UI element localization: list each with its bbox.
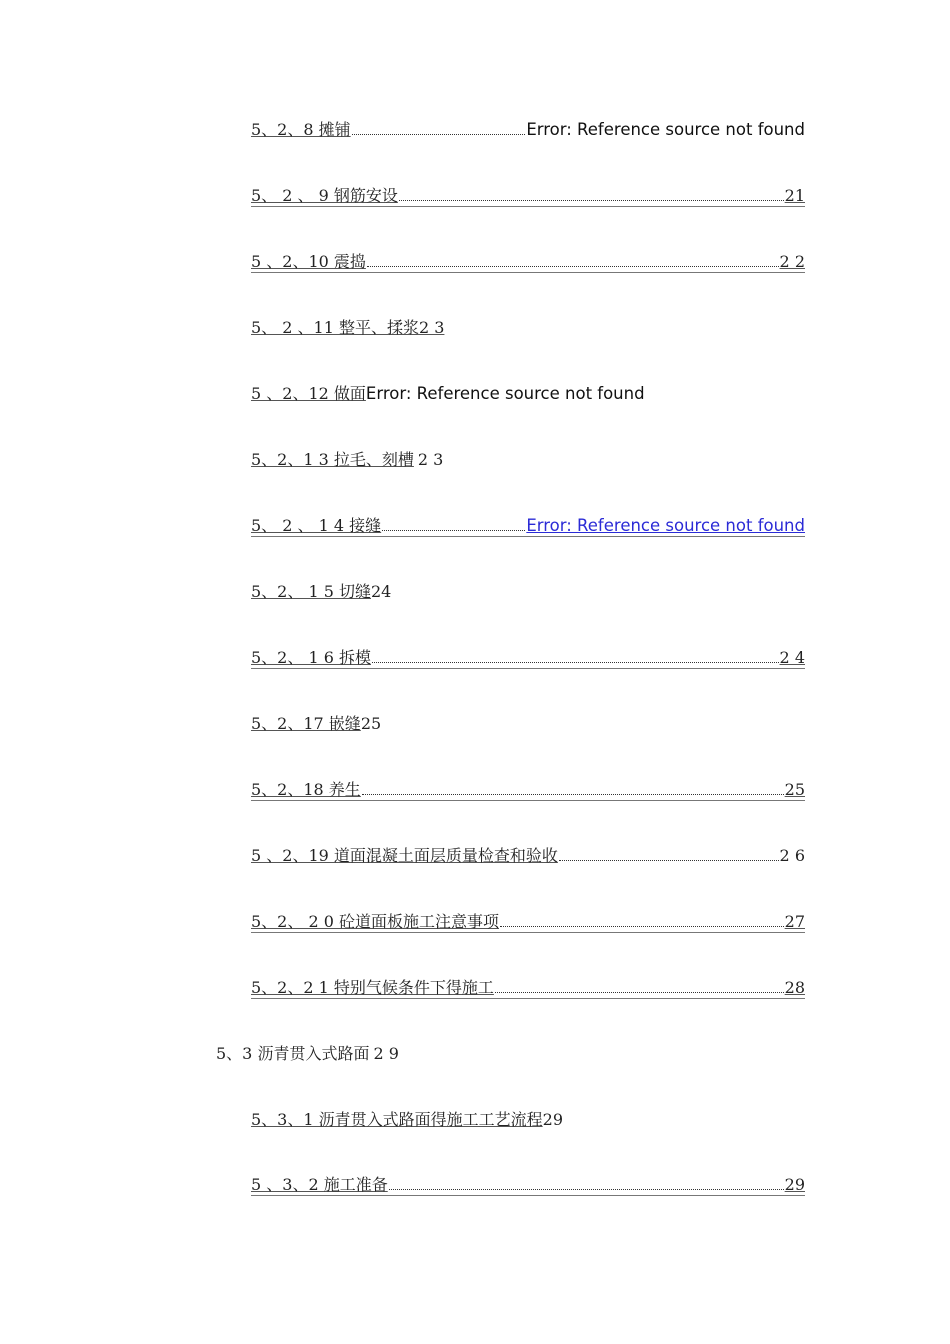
toc-page-number: 27: [784, 912, 805, 931]
toc-entry-title[interactable]: 5、2、 1 6 拆模: [251, 648, 371, 667]
toc-entry-5-2-13[interactable]: [251, 446, 443, 470]
toc-entry-5-2-15[interactable]: [251, 578, 391, 602]
reference-error: Error: Reference source not found: [365, 384, 645, 403]
toc-entry-title[interactable]: 5、2、18 养生: [251, 780, 361, 799]
toc-entry-title[interactable]: 5、2、 1 5 切缝: [251, 582, 371, 601]
toc-page-number: 2 4: [779, 648, 805, 667]
toc-entry-title[interactable]: 5、2、 2 0 砼道面板施工注意事项: [251, 912, 499, 931]
toc-entry-5-2-12[interactable]: [251, 380, 645, 404]
toc-entry-5-3[interactable]: [216, 1040, 399, 1064]
toc-page-number: 2 2: [779, 252, 805, 271]
dot-leader: [367, 265, 779, 267]
toc-entry-5-3-1[interactable]: [251, 1106, 563, 1130]
toc-page-number: 2 9: [373, 1044, 399, 1063]
dot-leader: [372, 661, 779, 663]
reference-error: Error: Reference source not found: [526, 120, 805, 139]
toc-entry-title[interactable]: 5 、2、10 震捣: [251, 252, 366, 271]
toc-entry-title[interactable]: 5、3 沥青贯入式路面: [216, 1044, 370, 1063]
toc-page-number: 2 6: [779, 846, 805, 865]
toc-entry-5-2-11[interactable]: [251, 314, 444, 338]
toc-page-number: 24: [370, 582, 392, 601]
toc-page-number: 25: [784, 780, 805, 799]
dot-leader: [352, 133, 526, 135]
toc-entry-5-2-14[interactable]: [251, 512, 805, 537]
toc-entry-5-3-2[interactable]: [251, 1171, 805, 1196]
toc-entry-title[interactable]: 5、2、1 3 拉毛、刻槽: [251, 450, 414, 469]
toc-entry-title[interactable]: 5、3、1 沥青贯入式路面得施工工艺流程: [251, 1110, 543, 1129]
toc-entry-5-2-18[interactable]: [251, 776, 805, 801]
toc-entry-title[interactable]: 5、 2 、 1 4 接缝: [251, 516, 382, 535]
toc-entry-5-2-20[interactable]: [251, 908, 805, 933]
toc-page-number: 2 3: [418, 318, 445, 337]
toc-entry-title[interactable]: 5、 2 、11 整平、揉浆: [251, 318, 419, 337]
toc-entry-5-2-8[interactable]: [251, 116, 805, 140]
toc-page-number: 28: [784, 978, 805, 997]
toc-page-number: 29: [542, 1110, 563, 1129]
toc-entry-5-2-17[interactable]: [251, 710, 381, 734]
toc-entry-5-2-9[interactable]: [251, 182, 805, 207]
dot-leader: [399, 199, 784, 201]
toc-entry-title[interactable]: 5 、2、19 道面混凝土面层质量检查和验收: [251, 846, 558, 865]
toc-entry-title[interactable]: 5、2、2 1 特别气候条件下得施工: [251, 978, 494, 997]
toc-entry-title[interactable]: 5 、2、12 做面: [251, 384, 366, 403]
toc-page-number: 21: [784, 186, 805, 205]
dot-leader: [495, 991, 784, 993]
dot-leader: [500, 925, 784, 927]
toc-entry-5-2-21[interactable]: [251, 974, 805, 999]
toc-entry-5-2-10[interactable]: [251, 248, 805, 273]
toc-page-number: 25: [360, 714, 382, 733]
toc-entry-title[interactable]: 5、 2 、 9 钢筋安设: [251, 186, 398, 205]
toc-entry-title[interactable]: 5、2、8 摊铺: [251, 120, 351, 139]
toc-entry-5-2-16[interactable]: [251, 644, 805, 669]
dot-leader: [389, 1188, 784, 1190]
reference-error-link[interactable]: Error: Reference source not found: [526, 516, 805, 535]
toc-entry-title[interactable]: 5 、3、2 施工准备: [251, 1175, 388, 1194]
toc-entry-title[interactable]: 5、2、17 嵌缝: [251, 714, 361, 733]
toc-entry-5-2-19[interactable]: [251, 842, 805, 866]
toc-page-number: 29: [784, 1175, 805, 1194]
dot-leader: [362, 793, 784, 795]
dot-leader: [559, 859, 779, 861]
dot-leader: [382, 529, 525, 531]
toc-page-number: 2 3: [417, 450, 444, 469]
